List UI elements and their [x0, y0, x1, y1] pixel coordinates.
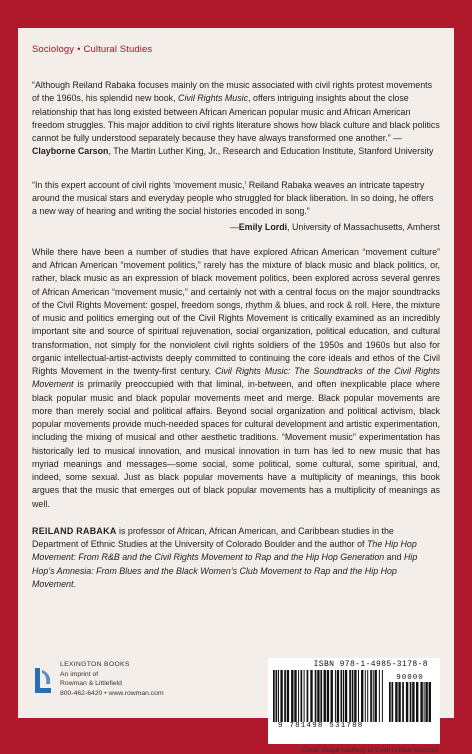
barcode-bar: [395, 682, 397, 722]
barcode-bar: [304, 670, 305, 722]
author-bio: [32, 525, 440, 591]
barcode-bar: [379, 670, 380, 722]
barcode-bar: [410, 682, 412, 722]
quote-carson-dash: —: [393, 133, 403, 144]
barcode-bar: [352, 670, 354, 722]
barcode-bar: [416, 682, 418, 722]
author-name: REILAND RABAKA: [32, 525, 117, 536]
barcode-bar: [294, 670, 296, 722]
bio-and: and: [384, 552, 404, 563]
description-part-1: While there have been a number of studies that have explored African American “movement culture” and African American “movement politics,” rarely has the mixture of black music and black politics, or, rather, black music as an expression of black movement politics, been explored across several genres of African American “movement music,” and certainly not with a central focus on the major soundtracks of the Civil Rights Movement: gospel, freedom songs, rhythm & blues, and rock & roll. Here, the mixture of music and politics emerging out of the Civil Rights Movement is critically examined as an incredibly important site and source of spiritual rejuvenation, social organization, political education, and cultural transformation, not simply for the nonviolent civil rights soldiers of the 1950s and 1960s but also for organic intellectual-artist-activists deeply committed to continuing the core ideals and ethos of the Civil Rights Movement in the twenty-first century.: [32, 246, 440, 377]
bio-book-2: Hip Hop’s Amnesia: From Blues and the Black Women’s Club Movement to Rap and the Hip Hop Movement: [32, 552, 418, 589]
barcode-bar: [278, 670, 279, 722]
barcode-bar: [324, 670, 326, 722]
barcode-bar: [310, 670, 312, 722]
barcode-bar: [361, 670, 363, 722]
barcode-bar: [367, 670, 368, 722]
barcode-bar: [315, 670, 317, 722]
barcode-addon-bars: [388, 682, 432, 722]
barcode-bar: [335, 670, 336, 722]
description-part-2: is primarily preoccupied with that liminal, in-between, and often inexplicable place where black popular music and black popular movements meet and merge. Black popular movements are more than merely social and political affairs. Beyond social organization and political activism, black popular movements provide much-needed spaces for cultural development and artistic experimentation, including the mixing of musical and other aesthetic traditions. “Movement music” experimentation has historically led to musical innovation, and musical innovation in turn has led to new music that has myriad meanings and messages—some social, some political, some cultural, some spiritual, and, indeed, some sexual. Just as black popular movements have a multiplicity of meanings, this book argues that the music that emerges out of black popular movements has a multiplicity of meanings as well.: [32, 379, 440, 509]
barcode-bar: [406, 682, 408, 722]
barcode-main-bars: [272, 670, 384, 722]
barcode-bar: [343, 670, 344, 722]
bio-end: .: [73, 578, 76, 589]
isbn-barcode: [268, 658, 440, 744]
barcode-bar: [331, 670, 333, 722]
barcode-bar: [284, 670, 286, 722]
barcode-bar: [373, 670, 374, 722]
book-description: [32, 246, 440, 511]
barcode-bar: [429, 682, 431, 722]
publisher-contact: 800-462-6420 • www.rowman.com: [60, 689, 164, 697]
barcode-digits: 9 781498 531788: [278, 722, 364, 730]
barcode-bar: [276, 670, 278, 722]
barcode-bar: [375, 670, 377, 722]
barcode-addon: [388, 674, 432, 722]
publisher-name: LEXINGTON BOOKS: [60, 661, 130, 668]
barcode-bar: [358, 670, 359, 722]
publisher-block: [32, 660, 164, 698]
publisher-imprint: An imprint of: [60, 670, 99, 678]
quote-lordi-attribution: [32, 221, 440, 234]
quote-lordi-affiliation: , University of Massachusetts, Amherst: [287, 221, 440, 232]
barcode-bar: [273, 670, 275, 722]
bio-text-1: is professor of African, African American, and Caribbean studies in the Department of Ethnic Studies at the University of Colorado Boulder and the author of: [32, 525, 394, 550]
barcode-bar: [425, 682, 427, 722]
quote-carson-text: [32, 79, 440, 159]
barcode-bar: [370, 670, 372, 722]
description-book-title: Civil Rights Music: The Soundtracks of the Civil Rights Movement: [32, 366, 440, 390]
isbn-number: ISBN 978-1-4985-3178-8: [313, 660, 428, 669]
quote-carson-author: Clayborne Carson: [32, 146, 109, 157]
barcode-bar: [392, 682, 394, 722]
category-cultural-studies: Cultural Studies: [83, 44, 153, 55]
quote-block-carson: [32, 79, 440, 159]
barcode-bar: [287, 670, 289, 722]
barcode-bars-row: [272, 670, 436, 722]
barcode-bar: [341, 670, 343, 722]
lexington-logo-icon: [32, 666, 54, 696]
barcode-bar: [365, 670, 366, 722]
category-separator: •: [77, 44, 81, 55]
barcode-bar: [424, 682, 425, 722]
publisher-parent: Rowman & Littlefield: [60, 680, 122, 687]
barcode-bar: [345, 670, 347, 722]
cover-image-credit: Cover image courtesy of Evan O’Neal Kirkman.: [301, 747, 440, 754]
quote-carson-body: “Although Reiland Rabaka focuses mainly on the music associated with civil rights protest movements of the 1960s, his splendid new book, Civil Rights Music, offers intriguing insights about the close relationship that has long existed between African American popular music and African American freedom struggles. This major addition to civil rights literature shows how black culture and black politics cannot be fully understood separately because they have always transformed one another.”: [32, 80, 440, 144]
barcode-bar: [420, 682, 422, 722]
quote-block-lordi: [32, 179, 440, 234]
quote-carson-book-title: Civil Rights Music: [178, 93, 249, 104]
category-line: [32, 44, 440, 55]
barcode-bar: [402, 682, 404, 722]
barcode-bar: [327, 670, 329, 722]
barcode-bar: [398, 682, 400, 722]
barcode-bar: [317, 670, 319, 722]
barcode-bar: [349, 670, 351, 722]
barcode-bar: [298, 670, 299, 722]
barcode-addon-digits: 90000: [396, 674, 424, 682]
quote-carson-affiliation: , The Martin Luther King, Jr., Research and Education Institute, Stanford University: [108, 146, 434, 157]
quote-lordi-text: “In this expert account of civil rights ‘movement music,’ Reiland Rabaka weaves an intricate tapestry around the musical stars and everyday people who struggled for black liberation. In so doing, he offers a new way of hearing and writing the social histories encoded in song.”: [32, 179, 434, 217]
barcode-bar: [280, 670, 282, 722]
quote-lordi-author: Emily Lordi: [238, 221, 288, 232]
barcode-bar: [291, 670, 293, 722]
barcode-bar: [412, 682, 414, 722]
bio-book-1: The Hip Hop Movement: From R&B and the Civil Rights Movement to Rap and the Hip Hop Generation: [32, 539, 417, 563]
category-sociology: Sociology: [32, 44, 75, 55]
barcode-bar: [389, 682, 391, 722]
barcode-bar: [307, 670, 309, 722]
barcode-bar: [382, 670, 383, 722]
barcode-bar: [301, 670, 303, 722]
quote-lordi-dash: —: [229, 221, 239, 232]
publisher-text: [60, 660, 164, 698]
barcode-bar: [337, 670, 339, 722]
barcode-bar: [320, 670, 322, 722]
back-cover-panel: [18, 28, 454, 754]
barcode-bar: [354, 670, 356, 722]
